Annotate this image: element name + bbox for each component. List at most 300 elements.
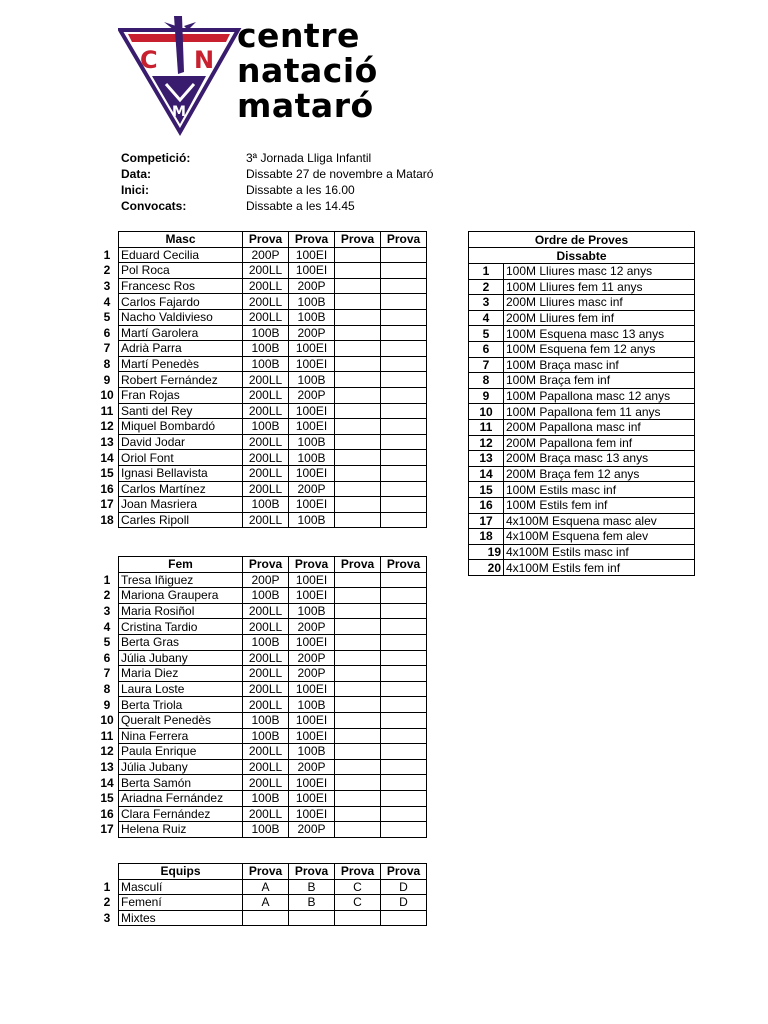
event-cell: 200LL	[243, 759, 289, 775]
event-cell-empty	[335, 372, 381, 388]
event-cell-empty	[381, 666, 427, 682]
event-cell: 200P	[289, 325, 335, 341]
equips-header-prova: Prova	[381, 864, 427, 880]
event-cell: 200LL	[243, 263, 289, 279]
event-name: 200M Papallona fem inf	[504, 435, 695, 451]
fem-row	[96, 744, 427, 760]
event-cell: 200P	[289, 481, 335, 497]
event-cell-empty	[335, 666, 381, 682]
event-number: 4	[469, 310, 504, 326]
order-row	[469, 560, 695, 576]
event-cell-empty	[381, 572, 427, 588]
row-number: 16	[100, 481, 114, 496]
swimmer-name: Helena Ruiz	[119, 822, 243, 838]
relay-cell: A	[243, 895, 289, 911]
fem-header-prova: Prova	[289, 557, 335, 573]
swimmer-name: Oriol Font	[119, 450, 243, 466]
order-row	[469, 404, 695, 420]
relay-cell	[381, 910, 427, 926]
row-number: 2	[103, 588, 111, 603]
event-cell-empty	[381, 387, 427, 403]
order-row	[469, 357, 695, 373]
row-number: 14	[100, 450, 114, 465]
event-number: 10	[469, 404, 504, 420]
masc-header-prova: Prova	[289, 232, 335, 248]
swimmer-name: Berta Triola	[119, 697, 243, 713]
event-cell-empty	[381, 806, 427, 822]
event-name: 100M Braça fem inf	[504, 373, 695, 389]
event-name: 100M Braça masc inf	[504, 357, 695, 373]
row-number: 2	[103, 263, 111, 278]
swimmer-name: Pol Roca	[119, 263, 243, 279]
relay-cell: B	[289, 879, 335, 895]
fem-row	[96, 603, 427, 619]
row-number: 11	[100, 728, 114, 743]
row-number: 7	[103, 666, 111, 681]
info-row-called	[121, 198, 433, 214]
event-cell-empty	[381, 263, 427, 279]
swimmer-name: Martí Penedès	[119, 356, 243, 372]
event-cell-empty	[381, 325, 427, 341]
masc-row	[96, 372, 427, 388]
swimmer-name: Maria Diez	[119, 666, 243, 682]
event-cell: 100B	[289, 512, 335, 528]
order-row	[469, 388, 695, 404]
relay-cell: C	[335, 895, 381, 911]
event-cell: 100EI	[289, 263, 335, 279]
order-row	[469, 482, 695, 498]
event-cell-empty	[335, 822, 381, 838]
swimmer-name: Laura Loste	[119, 681, 243, 697]
event-cell-empty	[381, 247, 427, 263]
event-cell: 100EI	[289, 497, 335, 513]
equips-header-prova: Prova	[243, 864, 289, 880]
event-cell: 100EI	[289, 341, 335, 357]
event-cell: 100EI	[289, 588, 335, 604]
order-row	[469, 497, 695, 513]
row-number: 9	[103, 697, 111, 712]
team-name: Mixtes	[119, 910, 243, 926]
event-name: 200M Braça masc 13 anys	[504, 451, 695, 467]
order-day: Dissabte	[469, 248, 695, 264]
event-cell: 100EI	[289, 634, 335, 650]
fem-row	[96, 681, 427, 697]
event-cell: 200LL	[243, 512, 289, 528]
event-cell-empty	[335, 712, 381, 728]
event-cell: 100B	[243, 588, 289, 604]
logo-letter-c: C	[140, 46, 158, 74]
event-cell-empty	[335, 619, 381, 635]
event-cell: 200LL	[243, 697, 289, 713]
info-label: Competició:	[121, 151, 191, 165]
event-cell: 100EI	[289, 356, 335, 372]
event-cell-empty	[381, 450, 427, 466]
event-cell: 200LL	[243, 403, 289, 419]
event-cell-empty	[381, 356, 427, 372]
order-row	[469, 341, 695, 357]
event-cell: 100B	[289, 744, 335, 760]
masc-row	[96, 450, 427, 466]
swimmer-name: Berta Gras	[119, 634, 243, 650]
event-cell: 200LL	[243, 650, 289, 666]
order-title: Ordre de Proves	[469, 232, 695, 248]
brand-line-2: natació	[237, 51, 378, 90]
swimmer-name: Eduard Cecilia	[119, 247, 243, 263]
event-cell-empty	[335, 325, 381, 341]
equips-header-prova: Prova	[335, 864, 381, 880]
event-number: 17	[469, 513, 504, 529]
event-number: 11	[469, 419, 504, 435]
event-cell-empty	[335, 450, 381, 466]
event-cell-empty	[381, 419, 427, 435]
swimmer-name: Júlia Jubany	[119, 759, 243, 775]
swimmer-name: Martí Garolera	[119, 325, 243, 341]
row-number: 10	[100, 388, 114, 403]
fem-header-prova: Prova	[243, 557, 289, 573]
event-name: 200M Lliures masc inf	[504, 295, 695, 311]
event-cell-empty	[381, 744, 427, 760]
event-cell: 200P	[243, 572, 289, 588]
event-cell: 100B	[289, 372, 335, 388]
info-value: 3ª Jornada Lliga Infantil	[246, 151, 372, 165]
row-number: 15	[100, 791, 114, 806]
event-cell-empty	[381, 341, 427, 357]
event-cell-empty	[381, 650, 427, 666]
event-name: 100M Lliures masc 12 anys	[504, 264, 695, 280]
masc-table	[96, 231, 427, 528]
event-cell-empty	[381, 434, 427, 450]
swimmer-name: Nina Ferrera	[119, 728, 243, 744]
row-number: 2	[103, 895, 111, 910]
fem-row	[96, 790, 427, 806]
logo-letter-n: N	[194, 46, 215, 74]
event-cell-empty	[335, 387, 381, 403]
row-number: 4	[103, 619, 111, 634]
event-cell-empty	[335, 497, 381, 513]
competition-info	[121, 150, 433, 214]
swimmer-name: Adrià Parra	[119, 341, 243, 357]
event-cell: 200LL	[243, 465, 289, 481]
event-cell: 200P	[289, 387, 335, 403]
relay-cell	[289, 910, 335, 926]
masc-row	[96, 294, 427, 310]
event-cell: 100B	[289, 309, 335, 325]
event-cell-empty	[335, 419, 381, 435]
row-number: 12	[100, 744, 114, 759]
row-number: 17	[100, 822, 114, 837]
event-cell: 100B	[243, 712, 289, 728]
swimmer-name: Queralt Penedès	[119, 712, 243, 728]
event-number: 19	[469, 544, 504, 560]
equips-row	[96, 879, 427, 895]
order-title-row	[469, 232, 695, 248]
fem-row	[96, 666, 427, 682]
swimmer-name: Clara Fernández	[119, 806, 243, 822]
brand-line-1: centre	[237, 16, 360, 55]
event-cell-empty	[335, 294, 381, 310]
masc-row	[96, 481, 427, 497]
row-number: 10	[100, 713, 114, 728]
event-cell-empty	[335, 572, 381, 588]
fem-row	[96, 728, 427, 744]
event-cell-empty	[381, 294, 427, 310]
event-name: 100M Estils masc inf	[504, 482, 695, 498]
event-cell: 100B	[289, 603, 335, 619]
event-cell-empty	[335, 728, 381, 744]
event-cell: 200P	[289, 759, 335, 775]
row-number: 9	[103, 372, 111, 387]
event-name: 100M Estils fem inf	[504, 497, 695, 513]
masc-row	[96, 309, 427, 325]
event-cell: 200LL	[243, 481, 289, 497]
fem-table	[96, 556, 427, 838]
order-row	[469, 310, 695, 326]
event-cell-empty	[381, 588, 427, 604]
row-number: 6	[103, 650, 111, 665]
equips-header-name: Equips	[119, 864, 243, 880]
swimmer-name: Miquel Bombardó	[119, 419, 243, 435]
row-number: 1	[103, 572, 111, 587]
event-cell: 100EI	[289, 681, 335, 697]
event-number: 16	[469, 497, 504, 513]
row-number: 8	[103, 682, 111, 697]
event-number: 7	[469, 357, 504, 373]
event-cell-empty	[335, 434, 381, 450]
relay-cell: C	[335, 879, 381, 895]
swimmer-name: Robert Fernández	[119, 372, 243, 388]
event-cell: 200LL	[243, 294, 289, 310]
event-number: 6	[469, 341, 504, 357]
event-number: 12	[469, 435, 504, 451]
order-row	[469, 295, 695, 311]
event-cell-empty	[381, 372, 427, 388]
event-cell-empty	[381, 712, 427, 728]
fem-row	[96, 634, 427, 650]
event-cell: 200LL	[243, 387, 289, 403]
masc-row	[96, 387, 427, 403]
event-name: 4x100M Esquena masc alev	[504, 513, 695, 529]
fem-header-name: Fem	[119, 557, 243, 573]
info-row-start	[121, 182, 433, 198]
event-cell: 100B	[289, 434, 335, 450]
brand-line-3: mataró	[237, 86, 374, 125]
event-number: 1	[469, 264, 504, 280]
event-cell: 100EI	[289, 712, 335, 728]
logo-letter-m: M	[172, 104, 186, 120]
event-cell-empty	[335, 588, 381, 604]
masc-header-row	[96, 232, 427, 248]
event-cell: 100EI	[289, 247, 335, 263]
swimmer-name: Carlos Martínez	[119, 481, 243, 497]
masc-row	[96, 325, 427, 341]
equips-header-prova: Prova	[289, 864, 335, 880]
masc-row	[96, 356, 427, 372]
swimmer-name: Carlos Fajardo	[119, 294, 243, 310]
event-cell: 100EI	[289, 728, 335, 744]
event-number: 5	[469, 326, 504, 342]
row-number: 8	[103, 357, 111, 372]
event-cell-empty	[335, 744, 381, 760]
event-cell: 100EI	[289, 465, 335, 481]
event-cell-empty	[335, 512, 381, 528]
masc-row	[96, 512, 427, 528]
event-cell: 200LL	[243, 666, 289, 682]
order-row	[469, 544, 695, 560]
fem-header-prova: Prova	[381, 557, 427, 573]
relay-cell: A	[243, 879, 289, 895]
event-number: 20	[469, 560, 504, 576]
row-number: 12	[100, 419, 114, 434]
equips-header-row	[96, 864, 427, 880]
fem-row	[96, 588, 427, 604]
fem-row	[96, 806, 427, 822]
order-row	[469, 435, 695, 451]
order-row	[469, 373, 695, 389]
masc-row	[96, 497, 427, 513]
event-name: 100M Papallona fem 11 anys	[504, 404, 695, 420]
event-cell: 100B	[289, 697, 335, 713]
masc-header-name: Masc	[119, 232, 243, 248]
event-cell: 200P	[243, 247, 289, 263]
event-number: 3	[469, 295, 504, 311]
order-row	[469, 264, 695, 280]
event-name: 4x100M Esquena fem alev	[504, 529, 695, 545]
event-cell: 200LL	[243, 806, 289, 822]
order-subtitle-row	[469, 248, 695, 264]
event-cell-empty	[335, 697, 381, 713]
order-row	[469, 451, 695, 467]
event-cell: 200LL	[243, 372, 289, 388]
event-cell-empty	[381, 512, 427, 528]
row-number: 4	[103, 294, 111, 309]
event-name: 4x100M Estils fem inf	[504, 560, 695, 576]
swimmer-name: Paula Enrique	[119, 744, 243, 760]
team-name: Masculí	[119, 879, 243, 895]
swimmer-name: Nacho Valdivieso	[119, 309, 243, 325]
masc-row	[96, 465, 427, 481]
event-cell: 100EI	[289, 572, 335, 588]
event-cell: 100EI	[289, 806, 335, 822]
fem-row	[96, 759, 427, 775]
event-cell-empty	[381, 403, 427, 419]
event-cell-empty	[335, 603, 381, 619]
club-crest-icon	[120, 16, 238, 132]
event-cell-empty	[381, 465, 427, 481]
event-cell-empty	[335, 775, 381, 791]
event-cell-empty	[381, 278, 427, 294]
event-cell-empty	[381, 759, 427, 775]
swimmer-name: Joan Masriera	[119, 497, 243, 513]
swimmer-name: Mariona Graupera	[119, 588, 243, 604]
event-cell: 100B	[243, 497, 289, 513]
event-cell: 100B	[243, 822, 289, 838]
event-cell: 100EI	[289, 419, 335, 435]
event-cell-empty	[381, 603, 427, 619]
info-label: Inici:	[121, 183, 150, 197]
masc-row	[96, 403, 427, 419]
event-cell: 200LL	[243, 619, 289, 635]
row-number: 5	[103, 310, 111, 325]
event-cell: 100B	[243, 728, 289, 744]
event-name: 100M Esquena fem 12 anys	[504, 341, 695, 357]
event-cell-empty	[335, 806, 381, 822]
event-name: 100M Papallona masc 12 anys	[504, 388, 695, 404]
fem-row	[96, 619, 427, 635]
masc-row	[96, 341, 427, 357]
row-number: 7	[103, 341, 111, 356]
event-number: 2	[469, 279, 504, 295]
equips-row	[96, 910, 427, 926]
event-cell: 100B	[243, 634, 289, 650]
swimmer-name: Francesc Ros	[119, 278, 243, 294]
event-cell: 100B	[243, 790, 289, 806]
swimmer-name: Cristina Tardio	[119, 619, 243, 635]
equips-table	[96, 863, 427, 926]
event-cell-empty	[381, 790, 427, 806]
relay-cell: D	[381, 895, 427, 911]
swimmer-name: Berta Samón	[119, 775, 243, 791]
row-number: 11	[100, 403, 114, 418]
fem-header-row	[96, 557, 427, 573]
order-row	[469, 326, 695, 342]
masc-row	[96, 247, 427, 263]
event-cell-empty	[381, 775, 427, 791]
row-number: 13	[100, 435, 114, 450]
row-number: 14	[100, 775, 114, 790]
swimmer-name: Maria Rosiñol	[119, 603, 243, 619]
event-cell-empty	[335, 790, 381, 806]
event-number: 9	[469, 388, 504, 404]
event-name: 200M Papallona masc inf	[504, 419, 695, 435]
event-cell-empty	[381, 497, 427, 513]
fem-header-prova: Prova	[335, 557, 381, 573]
order-row	[469, 513, 695, 529]
event-cell-empty	[335, 247, 381, 263]
swimmer-name: Ignasi Bellavista	[119, 465, 243, 481]
event-cell-empty	[381, 309, 427, 325]
row-number: 3	[103, 604, 111, 619]
event-cell: 200LL	[243, 775, 289, 791]
info-row-competition	[121, 150, 433, 166]
masc-row	[96, 278, 427, 294]
event-cell: 100B	[289, 294, 335, 310]
event-cell-empty	[381, 619, 427, 635]
event-cell: 200LL	[243, 434, 289, 450]
event-cell: 200P	[289, 278, 335, 294]
event-cell-empty	[335, 403, 381, 419]
row-number: 5	[103, 635, 111, 650]
masc-header-prova: Prova	[381, 232, 427, 248]
masc-header-prova: Prova	[335, 232, 381, 248]
event-cell: 100EI	[289, 775, 335, 791]
event-number: 15	[469, 482, 504, 498]
event-number: 18	[469, 529, 504, 545]
event-cell-empty	[381, 728, 427, 744]
event-cell: 200P	[289, 822, 335, 838]
order-row	[469, 419, 695, 435]
relay-cell: D	[381, 879, 427, 895]
info-label: Convocats:	[121, 199, 187, 213]
event-cell-empty	[335, 278, 381, 294]
masc-row	[96, 434, 427, 450]
row-number: 6	[103, 325, 111, 340]
event-cell-empty	[335, 309, 381, 325]
event-name: 200M Braça fem 12 anys	[504, 466, 695, 482]
info-value: Dissabte a les 16.00	[246, 183, 355, 197]
fem-row	[96, 712, 427, 728]
event-cell: 200P	[289, 666, 335, 682]
event-cell: 100B	[243, 356, 289, 372]
